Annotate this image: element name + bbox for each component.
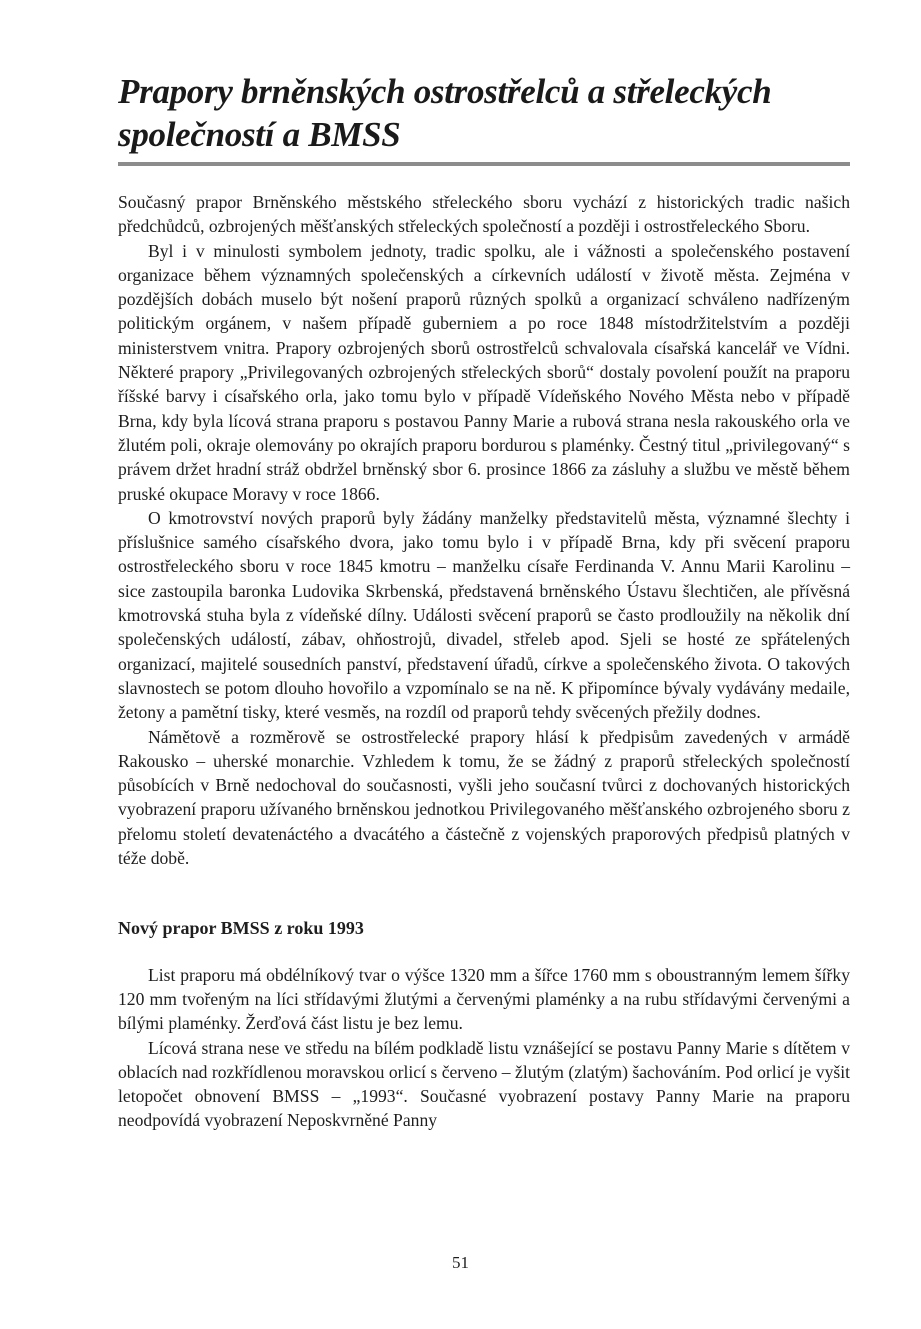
paragraph: Současný prapor Brněnského městského střeleckého sboru vychází z historických tradic našich předchůdců, ozbrojených měšťanských střeleckých společností a později i ostrostřeleckého Sboru. <box>118 192 850 237</box>
page-title: Prapory brněnských ostrostřelců a střeleckých společností a BMSS <box>118 72 772 154</box>
paragraph: Námětově a rozměrově se ostrostřelecké prapory hlásí k předpisům zavedených v armádě Rakousko – uherské monarchie. Vzhledem k tomu, že se žádný z praporů střeleckých společností působících v Brně nedochoval do současnosti, vyšli jeho současní tvůrci z dochovaných historických vyobrazení praporu užívaného brněnskou jednotkou Privilegovaného měšťanského ozbrojeného sboru z přelomu století devatenáctého a dvacátého a částečně z vojenských praporových předpisů platných v téže době. <box>118 726 850 869</box>
paragraph: List praporu má obdélníkový tvar o výšce 1320 mm a šířce 1760 mm s oboustranným lemem šířky 120 mm tvořeným na líci střídavými žlutými a červenými plaménky a na rubu střídavými červenými a bílými plaménky. Žerďová část listu je bez lemu. <box>118 964 850 1034</box>
paragraph: Lícová strana nese ve středu na bílém podkladě listu vznášející se postavu Panny Marie s dítětem v oblacích nad rozkřídlenou moravskou orlicí s červeno – žlutým (zlatým) šachováním. Pod orlicí je vyšit letopočet obnovení BMSS – „1993“. Současné vyobrazení postavy Panny Marie na praporu neodpovídá vyobrazení Neposkvrněné Panny <box>118 1037 850 1131</box>
title-underline-rule <box>118 162 850 166</box>
body-text <box>118 190 850 1133</box>
page-content <box>118 70 850 1133</box>
paragraph: O kmotrovství nových praporů byly žádány manželky představitelů města, významné šlechty i příslušnice samého císařského dvora, jako tomu bylo i v případě Brna, kdy při svěcení praporu ostrostřeleckého sboru v roce 1845 kmotru – manželku císaře Ferdinanda V. Annu Marii Karolinu – sice zastoupila baronka Ludovika Skrbenská, představená brněnského Ústavu šlechtičen, ale přívěsná kmotrovská stuha byla z vídeňské dílny. Události svěcení praporů se často prodloužily na několik dní společenských událostí, zábav, ohňostrojů, divadel, střeleb apod. Sjeli se hosté ze spřátelených organizací, majitelé sousedních panství, představení úřadů, církve a společenského života. O takových slavnostech se potom dlouho hovořilo a vzpomínalo se na ně. K připomínce bývaly vydávány medaile, žetony a pamětní tisky, které vesměs, na rozdíl od praporů tehdy svěcených přežily dodnes. <box>118 507 850 723</box>
page-number: 51 <box>452 1253 469 1272</box>
paragraph: Byl i v minulosti symbolem jednoty, tradic spolku, ale i vážnosti a společenského postavení organizace během významných společenských a církevních událostí v životě města. Zejména v pozdějších dobách muselo být nošení praporů různých spolků a organizací schváleno nadřízeným politickým orgánem, v našem případě guberniem a po roce 1848 místodržitelstvím a později ministerstvem vnitra. Prapory ozbrojených sborů ostrostřelců schvalovala císařská kancelář ve Vídni. Některé prapory „Privilegovaných ozbrojených střeleckých sborů“ dostaly povolení použít na praporu říšské barvy i císařského orla, jako tomu bylo v případě Vídeňského Nového Města nebo v případě Brna, kdy byla lícová strana praporu s postavou Panny Marie a rubová strana nesla rakouského orla ve žlutém poli, okraje olemovány po okrajích praporu bordurou s plaménky. Čestný titul „privilegovaný“ s právem držet hradní stráž obdržel brněnský sbor 6. prosince 1866 za zásluhy a službu ve městě během pruské okupace Moravy v roce 1866. <box>118 240 850 504</box>
section-heading: Nový prapor BMSS z roku 1993 <box>118 918 364 939</box>
